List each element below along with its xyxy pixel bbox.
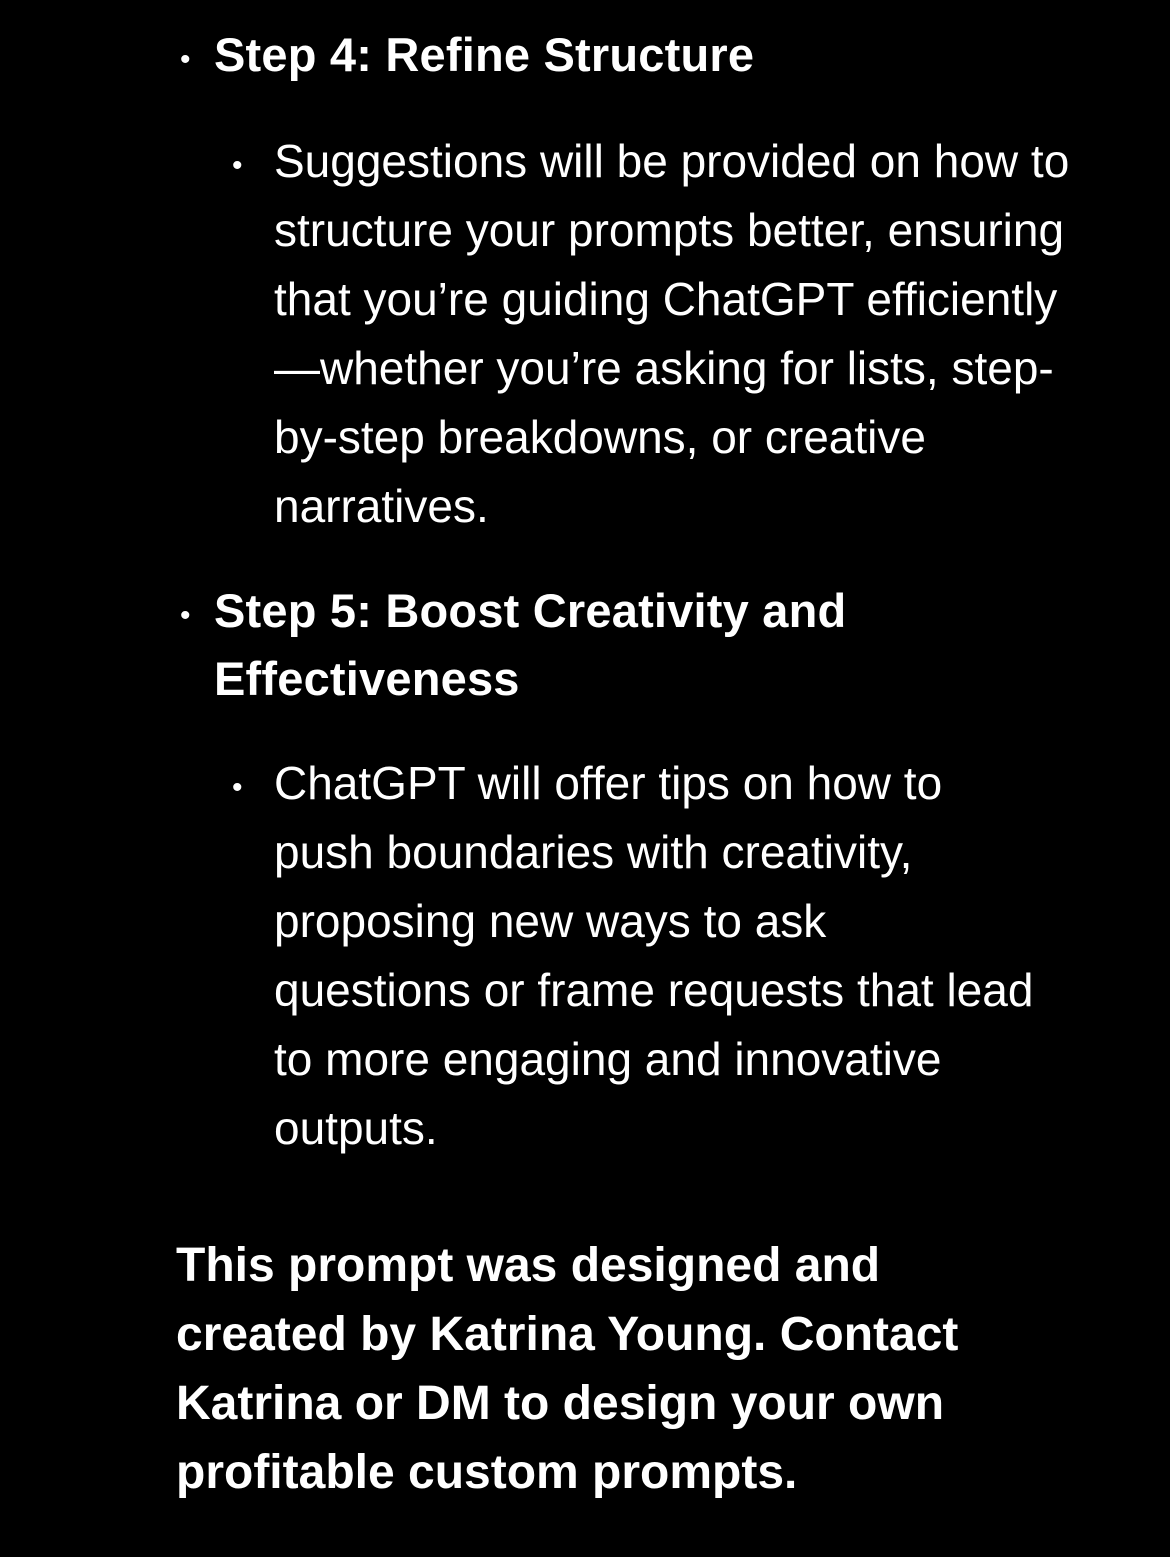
step-detail-item	[232, 749, 1154, 1163]
step-item	[180, 577, 1114, 713]
step-item	[180, 21, 1114, 89]
bullet-icon: •	[180, 599, 191, 632]
step-detail-text: ChatGPT will offer tips on how to push boundaries with creativity, proposing new ways to ask questions or frame requests that lead to more engaging and innovative outputs.	[274, 757, 1034, 1154]
step-title: Step 4: Refine Structure	[214, 28, 755, 81]
step-detail-item	[232, 127, 1154, 541]
step-detail-text: Suggestions will be provided on how to structure your prompts better, ensuring that you’re guiding ChatGPT efficiently—whether you’re asking for lists, step-by-step breakdowns, or creative narratives.	[274, 135, 1070, 532]
step-title: Step 5: Boost Creativity and Effectiveness	[214, 584, 847, 705]
bullet-icon: •	[180, 43, 191, 76]
footer-credit-text: This prompt was designed and created by Katrina Young. Contact Katrina or DM to design your own profitable custom prompts.	[176, 1239, 959, 1499]
bullet-icon: •	[232, 771, 243, 804]
bullet-icon: •	[232, 149, 243, 182]
